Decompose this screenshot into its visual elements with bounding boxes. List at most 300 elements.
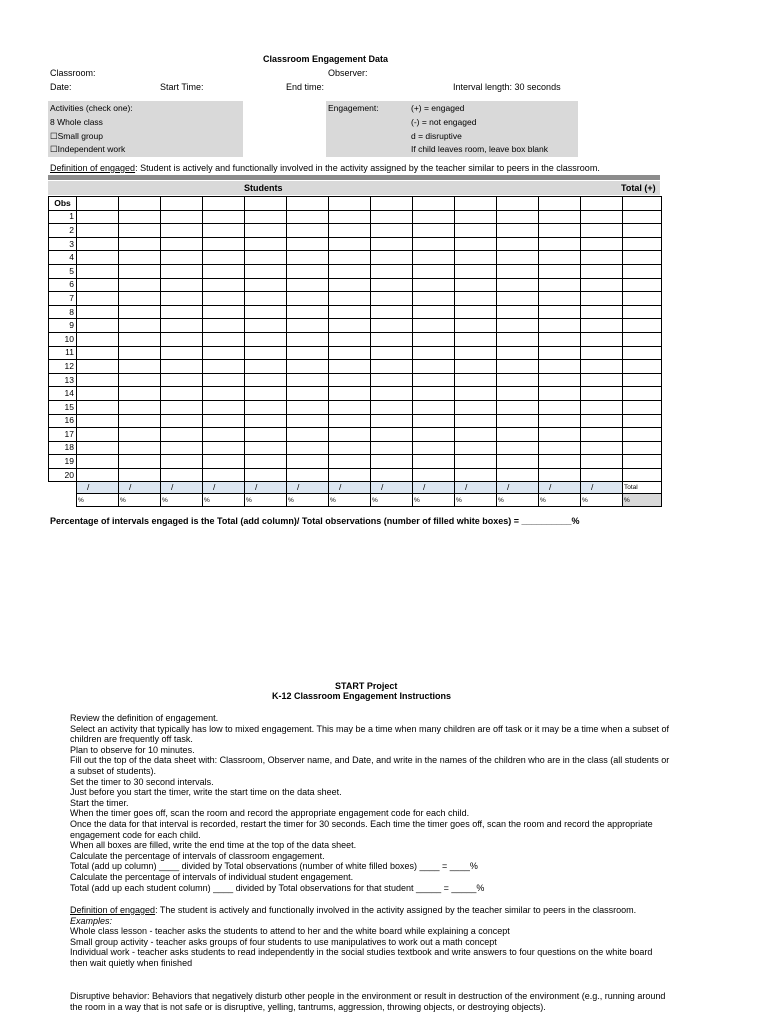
engagement-cell[interactable] [455,292,497,306]
student-percent-cell[interactable]: % [497,494,539,507]
row-total-cell[interactable] [623,264,662,278]
student-name-cell[interactable] [245,197,287,211]
engagement-cell[interactable] [119,292,161,306]
engagement-cell[interactable] [329,237,371,251]
row-total-cell[interactable] [623,373,662,387]
student-percent-cell[interactable]: % [371,494,413,507]
engagement-cell[interactable] [203,237,245,251]
engagement-cell[interactable] [413,305,455,319]
engagement-cell[interactable] [203,373,245,387]
student-total-cell[interactable] [413,482,455,494]
engagement-cell[interactable] [119,237,161,251]
engagement-cell[interactable] [77,387,119,401]
engagement-cell[interactable] [329,468,371,482]
engagement-cell[interactable] [245,278,287,292]
engagement-cell[interactable] [203,455,245,469]
engagement-cell[interactable] [245,455,287,469]
engagement-cell[interactable] [581,346,623,360]
engagement-cell[interactable] [203,224,245,238]
student-name-cell[interactable] [329,197,371,211]
engagement-cell[interactable] [245,292,287,306]
engagement-cell[interactable] [539,360,581,374]
engagement-cell[interactable] [77,251,119,265]
total-cell[interactable] [623,197,662,211]
engagement-cell[interactable] [371,414,413,428]
row-total-cell[interactable] [623,428,662,442]
engagement-cell[interactable] [455,428,497,442]
engagement-cell[interactable] [497,400,539,414]
row-total-cell[interactable] [623,360,662,374]
engagement-cell[interactable] [203,305,245,319]
student-total-cell[interactable] [371,482,413,494]
student-percent-cell[interactable]: % [329,494,371,507]
engagement-cell[interactable] [203,264,245,278]
engagement-cell[interactable] [581,414,623,428]
row-total-cell[interactable] [623,441,662,455]
engagement-cell[interactable] [497,360,539,374]
student-total-cell[interactable] [245,482,287,494]
student-percent-cell[interactable]: % [203,494,245,507]
engagement-cell[interactable] [161,319,203,333]
engagement-cell[interactable] [245,332,287,346]
engagement-cell[interactable] [245,414,287,428]
engagement-cell[interactable] [329,278,371,292]
engagement-cell[interactable] [413,428,455,442]
engagement-cell[interactable] [245,237,287,251]
engagement-cell[interactable] [371,455,413,469]
engagement-cell[interactable] [497,387,539,401]
engagement-cell[interactable] [329,292,371,306]
engagement-cell[interactable] [371,210,413,224]
engagement-cell[interactable] [413,455,455,469]
activity-option-independent[interactable] [50,144,125,155]
engagement-cell[interactable] [539,264,581,278]
engagement-cell[interactable] [539,251,581,265]
engagement-cell[interactable] [287,441,329,455]
engagement-cell[interactable] [329,360,371,374]
engagement-cell[interactable] [371,278,413,292]
engagement-cell[interactable] [497,455,539,469]
engagement-cell[interactable] [287,264,329,278]
engagement-cell[interactable] [119,278,161,292]
engagement-cell[interactable] [161,414,203,428]
engagement-cell[interactable] [581,319,623,333]
engagement-cell[interactable] [413,332,455,346]
engagement-cell[interactable] [329,414,371,428]
engagement-cell[interactable] [329,332,371,346]
engagement-cell[interactable] [497,441,539,455]
engagement-cell[interactable] [371,346,413,360]
engagement-cell[interactable] [371,264,413,278]
engagement-cell[interactable] [161,360,203,374]
engagement-cell[interactable] [287,428,329,442]
engagement-cell[interactable] [245,400,287,414]
engagement-cell[interactable] [119,319,161,333]
student-percent-cell[interactable]: % [539,494,581,507]
student-total-cell[interactable] [77,482,119,494]
engagement-cell[interactable] [329,319,371,333]
engagement-cell[interactable] [245,319,287,333]
engagement-cell[interactable] [287,455,329,469]
engagement-cell[interactable] [203,251,245,265]
row-total-cell[interactable] [623,332,662,346]
student-total-cell[interactable] [581,482,623,494]
engagement-cell[interactable] [371,332,413,346]
engagement-cell[interactable] [497,292,539,306]
engagement-cell[interactable] [329,441,371,455]
engagement-cell[interactable] [119,210,161,224]
engagement-cell[interactable] [203,346,245,360]
engagement-cell[interactable] [539,319,581,333]
student-name-cell[interactable] [497,197,539,211]
engagement-cell[interactable] [497,224,539,238]
engagement-cell[interactable] [161,387,203,401]
engagement-cell[interactable] [539,224,581,238]
engagement-cell[interactable] [287,414,329,428]
engagement-cell[interactable] [581,278,623,292]
engagement-cell[interactable] [497,428,539,442]
engagement-cell[interactable] [497,210,539,224]
student-name-cell[interactable] [455,197,497,211]
engagement-cell[interactable] [539,346,581,360]
engagement-cell[interactable] [581,305,623,319]
engagement-cell[interactable] [119,468,161,482]
engagement-cell[interactable] [371,428,413,442]
engagement-cell[interactable] [455,251,497,265]
engagement-cell[interactable] [455,346,497,360]
engagement-cell[interactable] [287,224,329,238]
row-total-cell[interactable] [623,468,662,482]
engagement-cell[interactable] [119,346,161,360]
engagement-cell[interactable] [203,387,245,401]
row-total-cell[interactable] [623,319,662,333]
engagement-cell[interactable] [329,455,371,469]
engagement-cell[interactable] [371,319,413,333]
engagement-cell[interactable] [455,373,497,387]
engagement-cell[interactable] [497,346,539,360]
student-name-cell[interactable] [119,197,161,211]
engagement-cell[interactable] [539,428,581,442]
engagement-cell[interactable] [203,468,245,482]
engagement-cell[interactable] [161,428,203,442]
engagement-cell[interactable] [119,373,161,387]
student-name-cell[interactable] [539,197,581,211]
student-percent-cell[interactable]: % [287,494,329,507]
engagement-cell[interactable] [539,237,581,251]
engagement-cell[interactable] [539,414,581,428]
student-percent-cell[interactable]: % [119,494,161,507]
engagement-cell[interactable] [455,387,497,401]
engagement-cell[interactable] [455,278,497,292]
student-total-cell[interactable] [329,482,371,494]
engagement-cell[interactable] [497,414,539,428]
engagement-cell[interactable] [161,346,203,360]
engagement-cell[interactable] [497,373,539,387]
engagement-cell[interactable] [287,346,329,360]
engagement-cell[interactable] [539,305,581,319]
engagement-cell[interactable] [245,360,287,374]
engagement-cell[interactable] [119,387,161,401]
engagement-cell[interactable] [371,237,413,251]
row-total-cell[interactable] [623,400,662,414]
engagement-cell[interactable] [245,387,287,401]
engagement-cell[interactable] [413,251,455,265]
engagement-cell[interactable] [119,360,161,374]
engagement-cell[interactable] [287,305,329,319]
engagement-cell[interactable] [245,305,287,319]
engagement-cell[interactable] [413,346,455,360]
engagement-cell[interactable] [119,224,161,238]
engagement-cell[interactable] [539,210,581,224]
row-total-cell[interactable] [623,251,662,265]
row-total-cell[interactable] [623,455,662,469]
student-total-cell[interactable] [203,482,245,494]
engagement-cell[interactable] [287,251,329,265]
engagement-cell[interactable] [161,237,203,251]
engagement-cell[interactable] [413,278,455,292]
engagement-cell[interactable] [77,292,119,306]
engagement-cell[interactable] [413,319,455,333]
engagement-cell[interactable] [455,468,497,482]
engagement-cell[interactable] [287,387,329,401]
engagement-cell[interactable] [413,400,455,414]
engagement-cell[interactable] [119,264,161,278]
engagement-cell[interactable] [455,319,497,333]
engagement-cell[interactable] [119,455,161,469]
engagement-cell[interactable] [329,305,371,319]
engagement-cell[interactable] [581,387,623,401]
engagement-cell[interactable] [413,414,455,428]
engagement-cell[interactable] [581,264,623,278]
engagement-cell[interactable] [203,428,245,442]
engagement-cell[interactable] [413,224,455,238]
engagement-cell[interactable] [371,305,413,319]
engagement-cell[interactable] [77,224,119,238]
engagement-cell[interactable] [77,360,119,374]
engagement-cell[interactable] [497,278,539,292]
student-name-cell[interactable] [77,197,119,211]
engagement-cell[interactable] [413,373,455,387]
engagement-cell[interactable] [497,251,539,265]
engagement-cell[interactable] [539,292,581,306]
engagement-cell[interactable] [497,264,539,278]
engagement-cell[interactable] [455,414,497,428]
engagement-cell[interactable] [371,468,413,482]
engagement-cell[interactable] [203,278,245,292]
engagement-cell[interactable] [203,292,245,306]
engagement-cell[interactable] [581,441,623,455]
engagement-cell[interactable] [371,441,413,455]
engagement-cell[interactable] [455,264,497,278]
student-total-cell[interactable] [497,482,539,494]
student-name-cell[interactable] [371,197,413,211]
engagement-cell[interactable] [161,332,203,346]
engagement-cell[interactable] [119,251,161,265]
row-total-cell[interactable] [623,414,662,428]
student-percent-cell[interactable]: % [77,494,119,507]
engagement-cell[interactable] [329,251,371,265]
engagement-cell[interactable] [287,468,329,482]
student-percent-cell[interactable]: % [161,494,203,507]
engagement-cell[interactable] [77,346,119,360]
engagement-cell[interactable] [203,414,245,428]
student-total-cell[interactable] [287,482,329,494]
engagement-cell[interactable] [497,237,539,251]
engagement-cell[interactable] [455,237,497,251]
engagement-cell[interactable] [245,428,287,442]
engagement-cell[interactable] [413,360,455,374]
engagement-cell[interactable] [203,319,245,333]
row-total-cell[interactable] [623,237,662,251]
engagement-cell[interactable] [539,400,581,414]
engagement-cell[interactable] [245,224,287,238]
engagement-cell[interactable] [413,441,455,455]
engagement-cell[interactable] [161,305,203,319]
engagement-cell[interactable] [581,428,623,442]
engagement-cell[interactable] [77,278,119,292]
student-percent-cell[interactable]: % [413,494,455,507]
engagement-cell[interactable] [329,346,371,360]
engagement-cell[interactable] [581,400,623,414]
engagement-cell[interactable] [455,305,497,319]
engagement-cell[interactable] [413,237,455,251]
student-name-cell[interactable] [161,197,203,211]
engagement-cell[interactable] [77,468,119,482]
engagement-cell[interactable] [539,278,581,292]
engagement-cell[interactable] [77,455,119,469]
engagement-cell[interactable] [413,292,455,306]
engagement-cell[interactable] [203,360,245,374]
engagement-cell[interactable] [539,387,581,401]
engagement-cell[interactable] [581,455,623,469]
engagement-cell[interactable] [329,264,371,278]
engagement-cell[interactable] [77,237,119,251]
engagement-cell[interactable] [203,441,245,455]
engagement-cell[interactable] [77,400,119,414]
engagement-cell[interactable] [245,346,287,360]
engagement-cell[interactable] [119,332,161,346]
engagement-cell[interactable] [581,292,623,306]
engagement-cell[interactable] [455,455,497,469]
engagement-cell[interactable] [413,210,455,224]
engagement-cell[interactable] [77,305,119,319]
engagement-cell[interactable] [161,455,203,469]
row-total-cell[interactable] [623,210,662,224]
student-name-cell[interactable] [287,197,329,211]
engagement-cell[interactable] [161,400,203,414]
student-total-cell[interactable] [539,482,581,494]
engagement-cell[interactable] [161,264,203,278]
engagement-cell[interactable] [161,251,203,265]
engagement-cell[interactable] [77,373,119,387]
engagement-cell[interactable] [161,292,203,306]
engagement-cell[interactable] [245,251,287,265]
row-total-cell[interactable] [623,305,662,319]
engagement-cell[interactable] [581,468,623,482]
student-name-cell[interactable] [413,197,455,211]
engagement-cell[interactable] [77,332,119,346]
engagement-cell[interactable] [287,332,329,346]
engagement-cell[interactable] [413,468,455,482]
engagement-cell[interactable] [371,373,413,387]
engagement-cell[interactable] [497,332,539,346]
row-total-cell[interactable] [623,387,662,401]
student-total-cell[interactable] [455,482,497,494]
engagement-cell[interactable] [539,455,581,469]
engagement-cell[interactable] [413,387,455,401]
engagement-cell[interactable] [77,414,119,428]
engagement-cell[interactable] [329,400,371,414]
engagement-cell[interactable] [371,400,413,414]
engagement-cell[interactable] [539,373,581,387]
engagement-cell[interactable] [245,210,287,224]
engagement-cell[interactable] [287,319,329,333]
engagement-cell[interactable] [287,373,329,387]
engagement-cell[interactable] [581,360,623,374]
engagement-cell[interactable] [287,400,329,414]
engagement-cell[interactable] [371,360,413,374]
engagement-cell[interactable] [287,210,329,224]
engagement-cell[interactable] [413,264,455,278]
engagement-cell[interactable] [455,400,497,414]
engagement-cell[interactable] [161,468,203,482]
grand-total-cell[interactable]: Total [623,482,662,494]
engagement-cell[interactable] [77,210,119,224]
engagement-cell[interactable] [329,428,371,442]
engagement-cell[interactable] [119,305,161,319]
engagement-cell[interactable] [119,441,161,455]
engagement-cell[interactable] [329,387,371,401]
engagement-cell[interactable] [245,468,287,482]
engagement-cell[interactable] [581,332,623,346]
engagement-cell[interactable] [371,224,413,238]
engagement-cell[interactable] [77,319,119,333]
engagement-cell[interactable] [581,224,623,238]
engagement-cell[interactable] [371,251,413,265]
engagement-cell[interactable] [455,441,497,455]
student-percent-cell[interactable]: % [581,494,623,507]
engagement-cell[interactable] [161,373,203,387]
student-total-cell[interactable] [119,482,161,494]
engagement-cell[interactable] [455,332,497,346]
student-total-cell[interactable] [161,482,203,494]
engagement-cell[interactable] [371,387,413,401]
engagement-cell[interactable] [119,400,161,414]
engagement-cell[interactable] [539,332,581,346]
engagement-cell[interactable] [245,373,287,387]
engagement-cell[interactable] [581,210,623,224]
engagement-cell[interactable] [497,468,539,482]
engagement-cell[interactable] [497,305,539,319]
engagement-cell[interactable] [329,210,371,224]
engagement-cell[interactable] [203,210,245,224]
engagement-cell[interactable] [329,224,371,238]
engagement-cell[interactable] [161,210,203,224]
engagement-cell[interactable] [287,237,329,251]
row-total-cell[interactable] [623,224,662,238]
engagement-cell[interactable] [77,428,119,442]
engagement-cell[interactable] [161,224,203,238]
engagement-cell[interactable] [287,360,329,374]
engagement-cell[interactable] [119,428,161,442]
engagement-cell[interactable] [77,264,119,278]
engagement-cell[interactable] [119,414,161,428]
engagement-cell[interactable] [329,373,371,387]
student-name-cell[interactable] [581,197,623,211]
engagement-cell[interactable] [77,441,119,455]
engagement-cell[interactable] [161,441,203,455]
engagement-cell[interactable] [581,237,623,251]
